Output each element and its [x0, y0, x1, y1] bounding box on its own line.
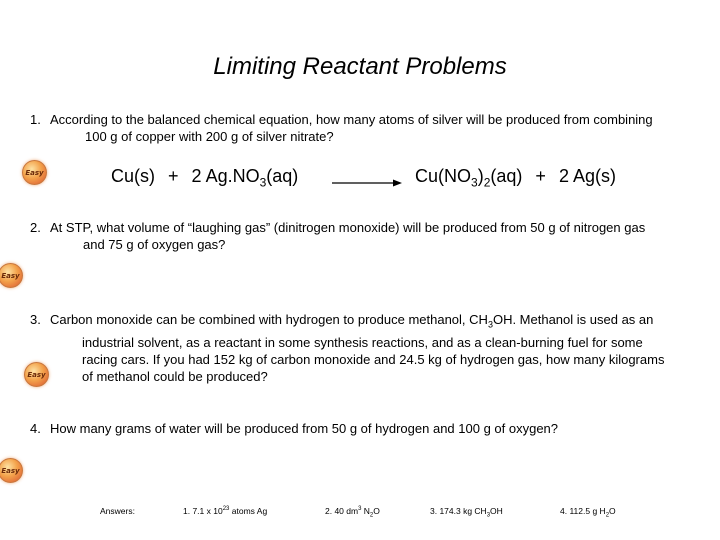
question-text-line: of methanol could be produced? [82, 368, 268, 384]
question-number: 2. [30, 220, 41, 235]
difficulty-badge-3 [24, 362, 49, 387]
question-text-line: How many grams of water will be produced from 50 g of hydrogen and 100 g of oxygen? [50, 421, 559, 436]
answers-label: Answers: [100, 506, 135, 516]
question-number: 4. [30, 421, 41, 436]
difficulty-badge-1 [22, 160, 47, 185]
reactant-silver-nitrate: 2 $Ag.NO_3(aq)$ [191, 166, 299, 190]
question-4 [30, 420, 558, 437]
plus-sign: + [168, 166, 179, 186]
question-text-line: At STP, what volume of “laughing gas” (dinitrogen monoxide) will be produced from 50 g of nitrogen gas [50, 220, 646, 235]
question-text-line: According to the balanced chemical equation, how many atoms of silver will be produced from combining [50, 112, 653, 127]
badge-label: Easy [25, 168, 44, 177]
equation-reactants [111, 166, 298, 190]
question-2 [30, 219, 645, 253]
answer-3: 3. 174.3 kg $CH_3OH$ [430, 506, 503, 519]
question-text-line: and 75 g of oxygen gas? [83, 237, 226, 252]
page-title: Limiting Reactant Problems [213, 53, 507, 80]
badge-label: Easy [27, 370, 46, 379]
question-text-line: Carbon monoxide can be combined with hydrogen to produce methanol, $CH_3OH$. Methanol is used as an [50, 312, 654, 330]
question-text-line: 100 g of copper with 200 g of silver nitrate? [85, 129, 334, 144]
question-text-line: racing cars. If you had 152 kg of carbon monoxide and 24.5 kg of hydrogen gas, how many kilograms [82, 351, 665, 367]
product-copper-nitrate: $Cu(NO_3)_2(aq)$ [415, 166, 523, 190]
plus-sign: + [535, 166, 546, 186]
question-1 [30, 111, 653, 145]
reactant-copper: Cu(s) [111, 166, 155, 186]
question-number: 1. [30, 112, 41, 127]
equation-products [415, 166, 616, 190]
answer-4: 4. 112.5 g $H_2O$ [560, 506, 616, 519]
badge-label: Easy [1, 271, 20, 280]
answer-2: 2. 40 $dm^3$ $N_2O$ [325, 506, 380, 519]
question-3 [30, 311, 664, 385]
question-text-line: industrial solvent, as a reactant in some synthesis reactions, and as a clean-burning fuel for some [82, 334, 643, 350]
question-number: 3. [30, 312, 41, 327]
difficulty-badge-2 [0, 263, 23, 288]
reaction-arrow-icon [332, 178, 402, 188]
difficulty-badge-4 [0, 458, 23, 483]
product-silver: 2 Ag(s) [558, 166, 616, 186]
answer-1: 1. 7.1 x $10^{23}$ atoms Ag [183, 506, 268, 516]
badge-label: Easy [1, 466, 20, 475]
